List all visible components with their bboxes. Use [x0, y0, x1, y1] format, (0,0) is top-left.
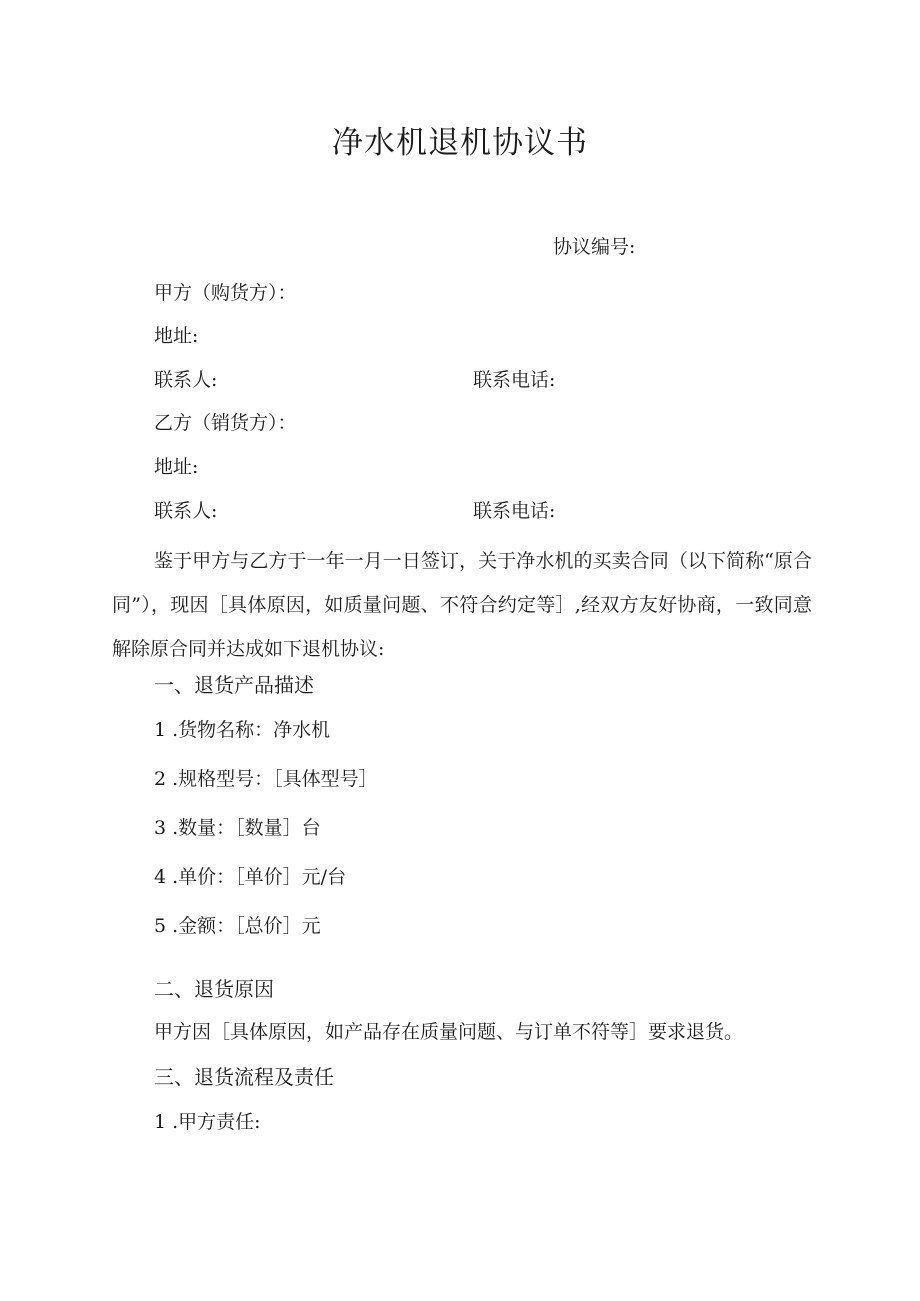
section-1-heading: 一、退货产品描述 [154, 673, 314, 697]
party-a-contact-label: 联系人: [154, 369, 218, 391]
party-b-contact-label: 联系人: [154, 500, 218, 522]
party-b-address-label: 地址: [154, 456, 199, 478]
section-1-item: 1 .货物名称：净水机 [154, 719, 331, 741]
party-a-phone-label: 联系电话: [473, 369, 556, 391]
section-3-heading: 三、退货流程及责任 [154, 1065, 334, 1089]
agreement-number-label: 协议编号: [553, 236, 636, 258]
party-a-label: 甲方（购货方）： [154, 282, 297, 304]
section-1-item: 3 .数量：［数量］台 [154, 817, 321, 839]
section-1-item: 4 .单价：［单价］元/台 [154, 866, 347, 888]
section-3-item: 1 .甲方责任: [154, 1111, 261, 1133]
section-1-item: 5 .金额：［总价］元 [154, 915, 321, 937]
party-b-phone-label: 联系电话: [473, 500, 556, 522]
party-a-address-label: 地址: [154, 325, 199, 347]
section-2-heading: 二、退货原因 [154, 977, 274, 1001]
document-title: 净水机退机协议书 [332, 125, 588, 161]
section-1-item: 2 .规格型号：［具体型号］ [154, 768, 378, 790]
party-b-label: 乙方（销货方）： [154, 412, 297, 434]
intro-paragraph: 鉴于甲方与乙方于一年一月一日签订，关于净水机的买卖合同（以下简称“原合同”），现因［具体原因，如质量问题、不符合约定等］,经双方友好协商，一致同意解除原合同并达成如下退机协议: [112, 550, 812, 660]
section-2-text: 甲方因［具体原因，如产品存在质量问题、与订单不符等］要求退货。 [154, 1021, 744, 1043]
